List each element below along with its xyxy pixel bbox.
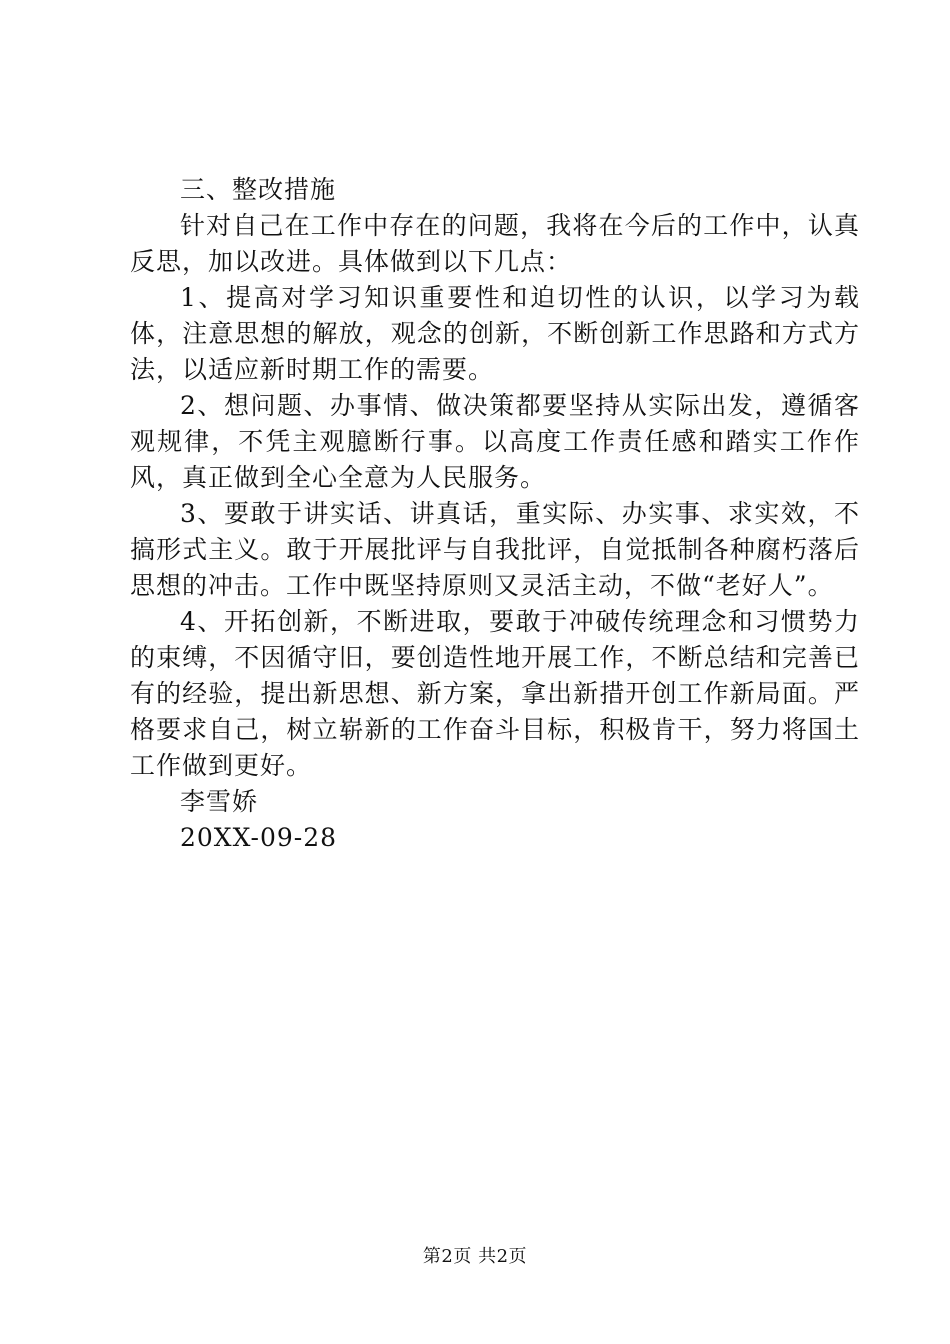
measure-item-4: 4、开拓创新，不断进取，要敢于冲破传统理念和习惯势力的束缚，不因循守旧，要创造性地开展工作，不断总结和完善已有的经验，提出新思想、新方案，拿出新措开创工作新局面。严格要求自己，树立崭新的工作奋斗目标，积极肯干，努力将国土工作做到更好。: [130, 607, 860, 780]
section-heading: 三、整改措施: [180, 175, 337, 204]
signature-name: 李雪娇: [180, 787, 259, 816]
intro-paragraph: 针对自己在工作中存在的问题，我将在今后的工作中，认真反思，加以改进。具体做到以下几点：: [130, 211, 860, 276]
signature-date: 20XX-09-28: [180, 823, 338, 852]
measure-item-3: 3、要敢于讲实话、讲真话，重实际、办实事、求实效，不搞形式主义。敢于开展批评与自我批评，自觉抵制各种腐朽落后思想的冲击。工作中既坚持原则又灵活主动，不做“老好人”。: [130, 499, 860, 600]
page-footer: 第2页 共2页: [422, 1246, 528, 1267]
measure-item-2: 2、想问题、办事情、做决策都要坚持从实际出发，遵循客观规律，不凭主观臆断行事。以高度工作责任感和踏实工作作风，真正做到全心全意为人民服务。: [130, 391, 860, 492]
measure-item-1: 1、提高对学习知识重要性和迫切性的认识，以学习为载体，注意思想的解放，观念的创新，不断创新工作思路和方式方法，以适应新时期工作的需要。: [130, 283, 860, 384]
document-body: [130, 172, 860, 856]
